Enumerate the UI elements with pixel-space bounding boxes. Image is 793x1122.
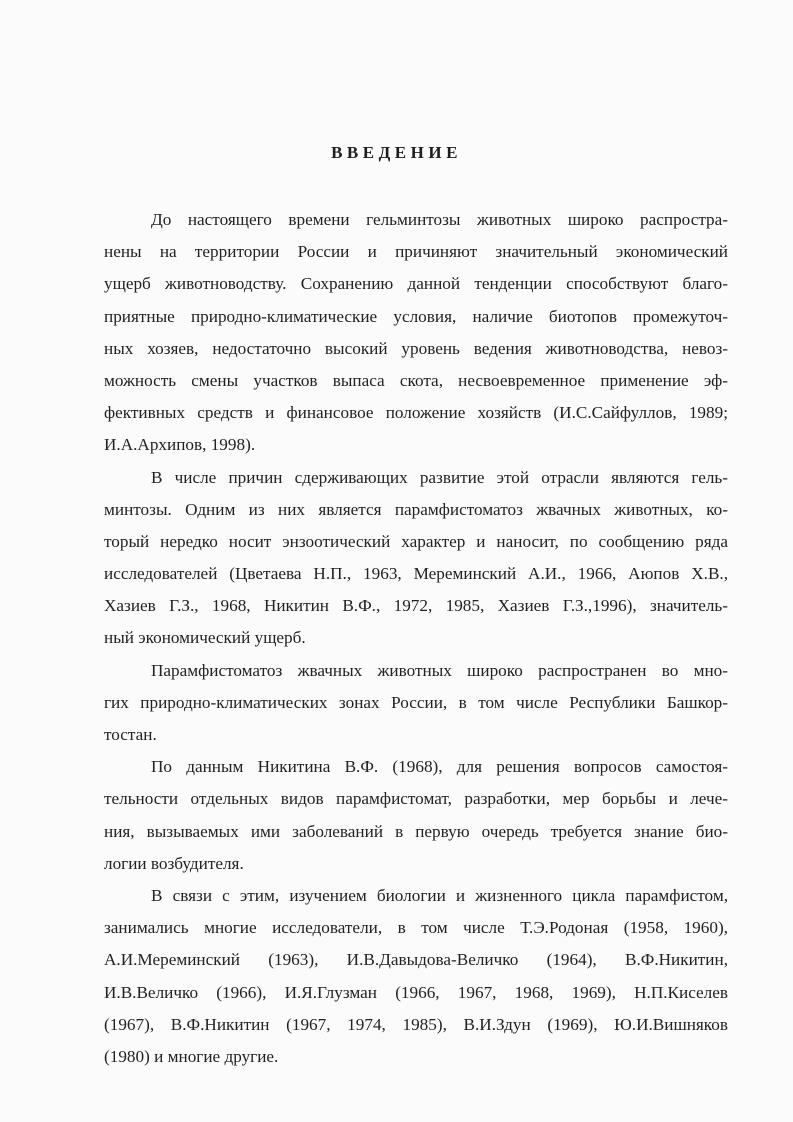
text-line: А.И.Мереминский (1963), И.В.Давыдова-Величко (1964), В.Ф.Никитин, [104, 950, 728, 970]
text-line: исследователей (Цветаева Н.П., 1963, Мереминский А.И., 1966, Аюпов Х.В., [104, 564, 728, 584]
text-line: ния, вызываемых ими заболеваний в первую очередь требуется знание био- [104, 821, 728, 841]
text-line: ных хозяев, недостаточно высокий уровень ведения животноводства, невоз- [104, 338, 728, 358]
paragraph-1 [104, 204, 728, 462]
text-line: торый нередко носит энзоотический характер и наносит, по сообщению ряда [104, 531, 728, 551]
text-line: гих природно-климатических зонах России, в том числе Республики Башкор- [104, 692, 728, 712]
text-line: Парамфистоматоз жвачных животных широко распространен во мно- [151, 660, 728, 680]
paragraph-5 [104, 880, 728, 1073]
text-line: В числе причин сдерживающих развитие этой отрасли являются гель- [151, 467, 728, 487]
body-text [104, 204, 728, 1073]
text-line: тостан. [104, 725, 157, 744]
text-line: ущерб животноводству. Сохранению данной тенденции способствуют благо- [104, 274, 728, 294]
text-line: нены на территории России и причиняют значительный экономический [104, 242, 728, 262]
text-line: И.А.Архипов, 1998). [104, 435, 256, 455]
text-line: До настоящего времени гельминтозы животных широко распростра- [151, 210, 728, 229]
text-line: минтозы. Одним из них является парамфистоматоз жвачных животных, ко- [104, 499, 728, 519]
text-line: В связи с этим, изучением биологии и жизненного цикла парамфистом, [151, 885, 728, 905]
text-line: Хазиев Г.З., 1968, Никитин В.Ф., 1972, 1985, Хазиев Г.З.,1996), значитель- [104, 596, 728, 616]
text-line: (1980) и многие другие. [104, 1046, 279, 1066]
text-line: занимались многие исследователи, в том числе Т.Э.Родоная (1958, 1960), [104, 918, 728, 938]
text-line: приятные природно-климатические условия, наличие биотопов промежуточ- [104, 306, 728, 326]
paragraph-4 [104, 751, 728, 880]
text-line: можность смены участков выпаса скота, несвоевременное применение эф- [104, 370, 728, 390]
text-line: По данным Никитина В.Ф. (1968), для решения вопросов самостоя- [151, 757, 728, 777]
paragraph-3 [104, 655, 728, 752]
text-line: И.В.Величко (1966), И.Я.Глузман (1966, 1967, 1968, 1969), Н.П.Киселев [104, 982, 728, 1002]
text-line: фективных средств и финансовое положение хозяйств (И.С.Сайфуллов, 1989; [104, 403, 728, 423]
text-line: тельности отдельных видов парамфистомат, разработки, мер борьбы и лече- [104, 789, 728, 809]
text-line: ный экономический ущерб. [104, 628, 306, 648]
page-title: ВВЕДЕНИЕ [331, 143, 462, 162]
paragraph-2 [104, 462, 728, 655]
text-line: логии возбудителя. [104, 853, 244, 873]
text-line: (1967), В.Ф.Никитин (1967, 1974, 1985), В.И.Здун (1969), Ю.И.Вишняков [104, 1014, 728, 1034]
